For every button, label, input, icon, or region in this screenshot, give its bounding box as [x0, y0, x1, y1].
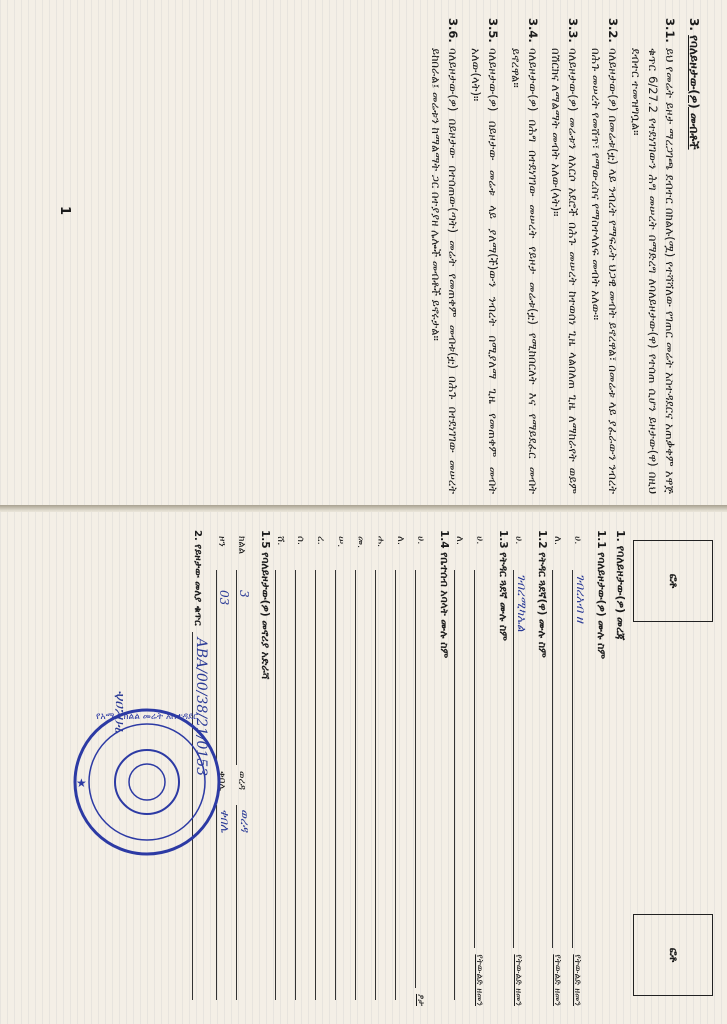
clause-number: 3.5.: [485, 18, 500, 43]
rights-section-heading: [686, 18, 701, 494]
birth-year-tag: የትውልድ ዘመን: [552, 954, 562, 1006]
clause-number: 3.1.: [663, 18, 677, 43]
form-row: ለ.: [454, 536, 474, 1006]
form-row: ሰ.: [295, 536, 315, 1006]
photo-label: ፎቶ: [667, 947, 680, 963]
clause: [627, 18, 678, 494]
birth-year-tag: የትውልድ ዘመን: [474, 954, 484, 1006]
official-stamp: [62, 697, 232, 867]
field-heading: 1.3 የትዳር ጓደኛ ሙሉ ስም: [497, 530, 509, 641]
address-row: ዞን 03 ቀበሌ ቀበሌ: [216, 536, 236, 1006]
form-row: ሀ. የትውልድ ዘመን: [474, 536, 485, 1006]
form-line: [395, 570, 408, 1000]
section-title: የባለይዞታው(ዎ) መረጃ: [614, 545, 627, 641]
address-heading: 1.5 የባለይዞታው(ዎ) መኖሪያ አድራሻ: [259, 530, 271, 680]
clause: [587, 18, 621, 494]
form-row: መ.: [355, 536, 375, 1006]
photo-box-right: [633, 540, 713, 622]
clause: [427, 18, 461, 494]
form-line: [415, 570, 428, 988]
clause-number: 3.4.: [525, 18, 540, 43]
clause-text: ባለይዞታው(ዎ) በይዞታው በተሰጠው(ጣት) መሬት የመጠቀም መብቱ(ቷ) በሕጉ በተደነገገው መሠረት ይከበራል፤ መሬቱን ከማልማት ጋር በተያያዘ ሌሎች መብቶች ይኖሩታል።: [428, 48, 460, 494]
form-line: [454, 570, 467, 1000]
form-line: [315, 570, 328, 1000]
stamp-core: [129, 764, 165, 800]
stamp-text: የአማራ ክልል መሬት አስተዳደር: [95, 712, 199, 722]
form-row: ሸ.: [275, 536, 295, 1006]
clause: [507, 18, 541, 494]
form-line: [275, 570, 288, 1000]
stamp-outer-ring: [75, 710, 219, 854]
form-line: [355, 570, 368, 1000]
stamp-middle-ring: [89, 724, 205, 840]
clause-number: 3.3.: [565, 18, 580, 43]
form-line: [474, 570, 487, 948]
clause-text: ባለይዞታው(ዎ) በመሬቱ(ቷ) ላይ ንብረት የማፍራት ህጋዊ መብት ይኖረዋል፣ በመሬቱ ላይ ያፈራውን ንብረት በሕጉ መሠረት የመሸጥ፣ የማውረስና የማስተላለፍ መብት አለው።: [588, 48, 620, 494]
field-heading: 1.2 የትዳር ጓደኛ(ዋ) ሙሉ ስም: [536, 530, 548, 658]
region-line: 3: [236, 570, 249, 765]
section-number: 3.: [687, 18, 701, 31]
field-heading: 1.1 የባለይዞታው(ዎ) ሙሉ ስም: [595, 530, 607, 660]
spouse-name-line: [513, 570, 529, 948]
handwritten-note: ገብረዐሉ: [111, 692, 127, 735]
form-row: ረ.: [315, 536, 335, 1006]
handwritten-name: ገብረሚካኤል: [515, 574, 529, 632]
clause-text: ባለይዞታው(ዎ) በሕግ በተደነገገው መሠረት የይዞታ መሬቱ(ቷ) የሚከበርለት እና የማይደፈር መብት ይኖረዋል።: [508, 48, 540, 494]
form-row: ለ. የትውልድ ዘመን: [552, 536, 563, 1006]
clause: [547, 18, 581, 494]
clause-number: 3.2.: [605, 18, 620, 43]
photo-box-left: [633, 914, 713, 996]
form-row: ሀ. ገብረአብ ዘ የትውልድ ዘመን: [572, 536, 588, 1006]
form-line: [335, 570, 348, 1000]
address-row: ክልል 3 ወረዳ ወረዳ: [236, 536, 256, 1006]
clause-text: ባለይዞታው(ዎ) በይዞታው መሬቱ ላይ ያለማ(ች)ውን ንብረት በሚያለማ ጊዜ የመጠቀም መብት አለው(ላት)።: [468, 48, 500, 494]
parcel-id-value: ABA/00/38/21/0153: [193, 637, 209, 777]
page-number: 1: [57, 206, 72, 216]
handwritten-name: ገብረአብ ዘ: [574, 574, 588, 623]
form-row: ሀ. ገብረሚካኤል የትውልድ ዘመን: [513, 536, 529, 1006]
stamp-inner-ring: [115, 750, 179, 814]
form-row: ሀ. ፆታ: [415, 536, 426, 1006]
form-line: [552, 570, 565, 948]
section-number: 1.: [614, 530, 627, 542]
wereda-line: ወረዳ: [236, 805, 249, 1000]
form-row: ለ.: [395, 536, 415, 1006]
form-row: ሠ.: [335, 536, 355, 1006]
form-line: [375, 570, 388, 1000]
kebele-line: ቀበሌ: [216, 805, 229, 1000]
clause: [467, 18, 501, 494]
form-row: ሐ.: [375, 536, 395, 1006]
birth-year-tag: የትውልድ ዘመን: [513, 954, 523, 1006]
owner-name-line: [572, 570, 588, 948]
clause-text: ይህ የመሬት ይዞታ ማረጋገጫ ደብተር በክልሉ(ሟ) የተሻሻለው የገጠር መሬት አስተዳደርና አጠቃቀም አዋጅ ቁጥር 6/27.2 የተደነገገውን ሕግ መሠረት በማድረግ ለባለይዞታው(ዋ) የተሰጠ ሲሆን ይዞታው(ዋ) በዚህ ደብተር ተመዝግቧል።: [628, 48, 677, 494]
photo-boxes: [627, 512, 727, 1024]
section-title: የባለይዞታው(ዎ) መብቶች: [687, 35, 701, 150]
clause-number: 3.6.: [445, 18, 460, 43]
photo-label: ፎቶ: [667, 573, 680, 589]
owner-info-page: [0, 512, 727, 1024]
owner-section-heading: [613, 512, 627, 1024]
stamp-star-icon: ★: [76, 776, 87, 790]
zone-line: 03: [216, 570, 229, 765]
owner-form: [192, 512, 613, 1024]
form-line: [295, 570, 308, 1000]
parcel-id-label: 2. የይዞታው መለያ ቁጥር: [192, 530, 203, 626]
birth-year-tag: የትውልድ ዘመን: [572, 954, 582, 1006]
clause-text: ባለይዞታው(ዎ) መሬቱን ለአርሶ አደሮች በሕጉ መሠረት ከተወሰነ ጊዜ ላልበለጠ ጊዜ ለማከራየት ወይም በሽርክና ለማልማት መብት አለው(ላት)።: [548, 48, 580, 494]
field-heading: 1.4 የቤተሰብ አባላት ሙሉ ስም: [438, 530, 450, 659]
